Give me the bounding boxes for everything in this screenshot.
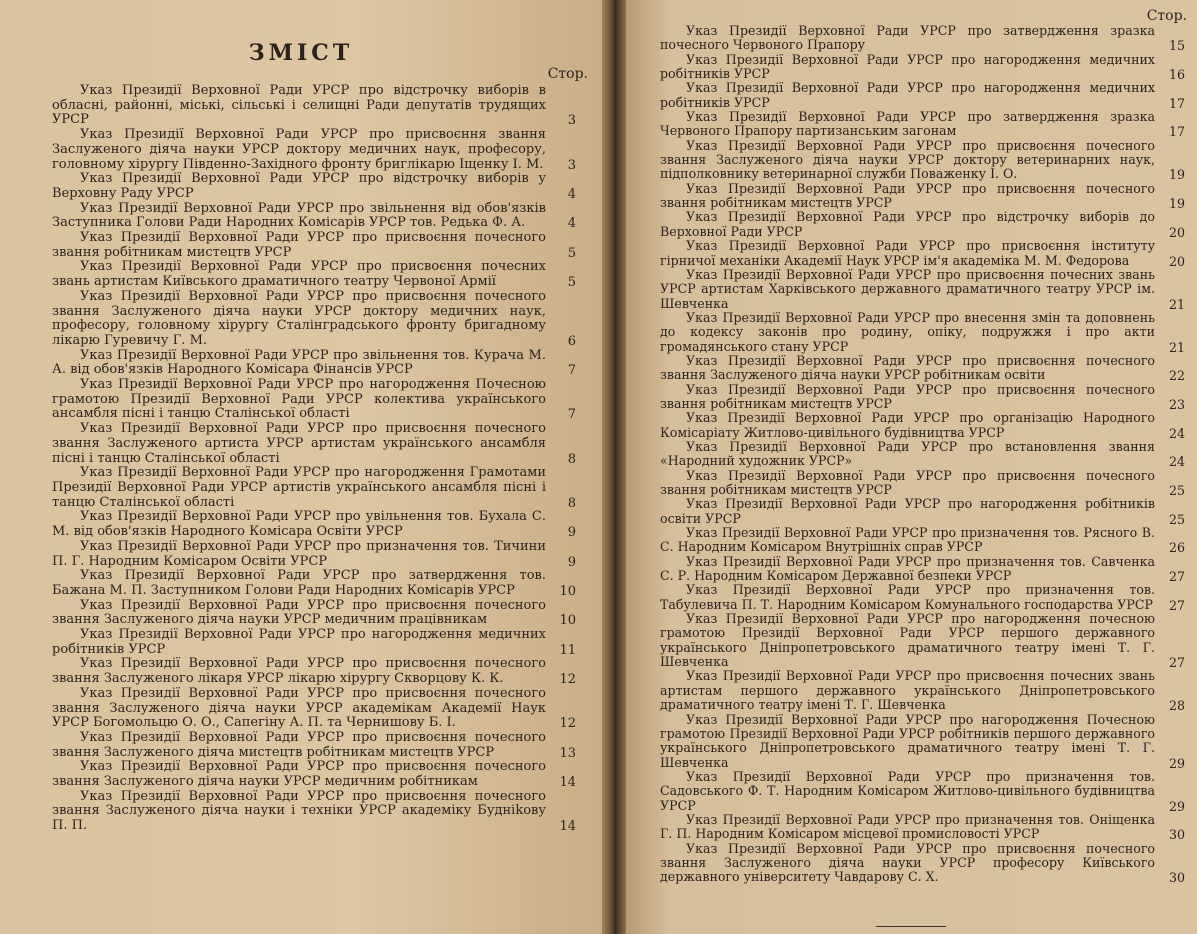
toc-entry-title: Указ Президії Верховної Ради УРСР про призначення тов. Садовського Ф. Т. Народним Комісаром Житлово-цивільного будівництва УРСР — [660, 768, 1155, 813]
toc-entry-page: 6 — [567, 333, 576, 349]
toc-entry — [52, 231, 576, 260]
toc-entry-page: 21 — [1168, 296, 1185, 312]
toc-entry-title: Указ Президії Верховної Ради УРСР про присвоєння почесного звання Заслуженого діяча науки УРСР академікам Академії Наук УРСР Богомольцю О. О., Сапегіну А. П. та Чернишову Б. І. — [52, 685, 546, 731]
end-rule — [876, 926, 946, 927]
toc-entry — [52, 687, 576, 731]
toc-entry-page: 12 — [559, 672, 576, 688]
toc-entry-title: Указ Президії Верховної Ради УРСР про присвоєння почесних звань артистам Київського драматичного театру Червоної Армії — [52, 259, 546, 290]
toc-entry-page: 8 — [567, 451, 576, 467]
toc-entry-page: 5 — [567, 275, 576, 291]
toc-entry — [660, 383, 1185, 412]
toc-entry-title: Указ Президії Верховної Ради УРСР про присвоєння почесного звання Заслуженого діяча науки УРСР доктору ветеринарних наук, підполковнику ветеринарної служби Поваженку І. О. — [660, 137, 1155, 182]
toc-entry-page: 29 — [1168, 798, 1185, 814]
toc-entry-page: 12 — [559, 716, 576, 732]
toc-entry-page: 27 — [1168, 569, 1185, 585]
page-column-label: Стор. — [547, 66, 588, 82]
toc-entry-page: 25 — [1168, 511, 1185, 527]
toc-entry-title: Указ Президії Верховної Ради УРСР про присвоєння почесного звання Заслуженого діяча мистецтв робітникам мистецтв УРСР — [52, 729, 546, 760]
toc-entry — [52, 202, 576, 231]
toc-entry-title: Указ Президії Верховної Ради УРСР про нагородження медичних робітників УРСР — [660, 51, 1155, 82]
toc-entry-page: 22 — [1168, 368, 1185, 384]
toc-entry-title: Указ Президії Верховної Ради УРСР про відстрочку виборів до Верховної Ради УРСР — [660, 209, 1155, 239]
toc-entry — [660, 24, 1185, 53]
toc-entry-page: 3 — [567, 157, 576, 173]
toc-entry — [660, 81, 1185, 110]
toc-entry — [52, 760, 576, 789]
toc-entry-title: Указ Президії Верховної Ради УРСР про присвоєння почесного звання Заслуженого діяча науки і техніки УРСР академіку Будніkову П. П. — [52, 788, 546, 834]
toc-entry — [52, 790, 576, 834]
toc-entry-title: Указ Президії Верховної Ради УРСР про нагородження Грамотами Президії Верховної Ради УРСР артистів українського ансамбля пісні і танцю Сталінської області — [52, 465, 546, 510]
toc-entry-title: Указ Президії Верховної Ради УРСР про призначення тов. Рясного В. С. Народним Комісаром Внутрішніх справ УРСР — [660, 525, 1155, 555]
toc-entry-page: 24 — [1168, 454, 1185, 470]
toc-entry-page: 7 — [567, 363, 576, 379]
toc-entry-title: Указ Президії Верховної Ради УРСР про організацію Народного Комісаріату Житлово-цивільного будівництва УРСР — [660, 410, 1155, 440]
toc-entry-title: Указ Президії Верховної Ради УРСР про затвердження зразка Червоного Прапору партизанським загонам — [660, 109, 1155, 139]
toc-entry — [52, 569, 576, 598]
toc-entry-title: Указ Президії Верховної Ради УРСР про увільнення тов. Бухала С. М. від обов'язків Народного Комісара Освіти УРСР — [52, 509, 546, 540]
toc-entry-page: 19 — [1168, 196, 1185, 212]
toc-entry-title: Указ Президії Верховної Ради УРСР про присвоєння почесних звань артистам першого державного українського Дніпропетровського драматичного театру імені Т. Г. Шевченка — [660, 668, 1155, 713]
toc-entry-page: 11 — [559, 642, 576, 658]
toc-entry — [52, 657, 576, 686]
toc-entry — [660, 110, 1185, 139]
toc-entry-page: 23 — [1168, 396, 1185, 412]
toc-entry-title: Указ Президії Верховної Ради УРСР про затвердження зразка почесного Червоного Прапору — [660, 23, 1155, 53]
toc-entry-page: 29 — [1168, 755, 1185, 771]
toc-entry-title: Указ Президії Верховної Ради УРСР про нагородження робітників освіти УРСР — [660, 496, 1155, 526]
toc-entry-title: Указ Президії Верховної Ради УРСР про встановлення звання «Народний художник УРСР» — [660, 438, 1155, 469]
toc-entry-page: 8 — [567, 495, 576, 511]
toc-entry — [660, 469, 1185, 498]
toc-entry-title: Указ Президії Верховної Ради УРСР про присвоєння почесного звання Заслуженого діяча науки УРСР професору Київського державного університету Чавдарову С. Х. — [660, 840, 1155, 885]
toc-entry-page: 24 — [1168, 425, 1185, 441]
toc-entry-title: Указ Президії Верховної Ради УРСР про присвоєння почесного звання робітникам мистецтв УРСР — [660, 381, 1155, 411]
toc-entry-page: 16 — [1168, 67, 1185, 83]
toc-entry — [52, 466, 576, 510]
toc-entry — [52, 378, 576, 422]
toc-entry-title: Указ Президії Верховної Ради УРСР про присвоєння почесного звання Заслуженого діяча науки УРСР доктору медичних наук, професору, головному хірургу Сталінградського фронту бригадному лікарю Гуревичу Г. М. — [52, 288, 546, 348]
toc-entry-title: Указ Президії Верховної Ради УРСР про нагородження Почесною грамотою Президії Верховної Ради УРСР колектива українського ансамбля пісні і танцю Сталінської області — [52, 377, 546, 422]
toc-entry-page: 30 — [1168, 827, 1185, 843]
toc-entry-title: Указ Президії Верховної Ради УРСР про присвоєння інституту гірничої механіки Академії Наук УРСР ім'я академіка М. М. Федорова — [660, 238, 1155, 268]
toc-entry — [660, 440, 1185, 469]
toc-entry-page: 13 — [559, 745, 576, 761]
toc-entry — [52, 540, 576, 569]
toc-entry — [52, 349, 576, 378]
toc-entry-title: Указ Президії Верховної Ради УРСР про звільнення від обов'язків Заступника Голови Ради Народних Комісарів УРСР тов. Редька Ф. А. — [52, 200, 546, 231]
toc-entry-page: 3 — [567, 113, 576, 129]
toc-entry-page: 27 — [1168, 655, 1185, 671]
toc-list-right — [660, 24, 1185, 885]
right-page — [626, 0, 1197, 934]
toc-entry-page: 26 — [1168, 540, 1185, 556]
toc-entry-title: Указ Президії Верховної Ради УРСР про нагородження почесною грамотою Президії Верховної Ради УРСР першого державного українського Дніпропетровського драматичного театру імені Т. Г. Шевченка — [660, 611, 1155, 670]
toc-entry-page: 15 — [1168, 38, 1185, 54]
toc-entry-title: Указ Президії Верховної Ради УРСР про присвоєння почесного звання робітникам мистецтв УРСР — [660, 180, 1155, 211]
toc-entry-page: 14 — [559, 775, 576, 791]
toc-entry-page: 4 — [567, 216, 576, 232]
toc-entry-page: 9 — [567, 554, 576, 570]
toc-entry-title: Указ Президії Верховної Ради УРСР про призначення тов. Савченка С. Р. Народним Комісаром Державної безпеки УРСР — [660, 553, 1155, 584]
toc-entry-title: Указ Президії Верховної Ради УРСР про нагородження Почесною грамотою Президії Верховної Ради УРСР робітників першого державного українського Дніпропетровського драматичного театру імені Т. Г. Шевченка — [660, 711, 1155, 770]
toc-entry — [52, 599, 576, 628]
toc-entry-title: Указ Президії Верховної Ради УРСР про присвоєння почесного звання робітникам мистецтв УРСР — [52, 230, 546, 260]
toc-entry-title: Указ Президії Верховної Ради УРСР про присвоєння почесних звань УРСР артистам Харківського державного драматичного театру УРСР ім. Шевченка — [660, 266, 1155, 311]
toc-entry — [660, 210, 1185, 239]
toc-entry-page: 20 — [1168, 224, 1185, 240]
toc-entry — [660, 813, 1185, 842]
toc-entry-title: Указ Президії Верховної Ради УРСР про присвоєння почесного звання Заслуженого діяча науки УРСР робітникам освіти — [660, 352, 1155, 383]
toc-entry — [52, 510, 576, 539]
book-gutter — [602, 0, 626, 934]
toc-entry — [660, 583, 1185, 612]
toc-entry-title: Указ Президії Верховної Ради УРСР про присвоєння почесного звання Заслуженого діяча науки УРСР медичним робітникам — [52, 759, 546, 790]
toc-entry — [52, 260, 576, 289]
toc-entry — [660, 669, 1185, 712]
toc-entry — [660, 354, 1185, 383]
toc-entry-title: Указ Президії Верховної Ради УРСР про присвоєння почесного звання Заслуженого діяча науки УРСР медичним працівникам — [52, 597, 546, 628]
toc-entry — [660, 239, 1185, 268]
toc-entry-title: Указ Президії Верховної Ради УРСР про нагородження медичних робітників УРСР — [660, 80, 1155, 110]
toc-entry — [660, 713, 1185, 770]
toc-entry — [660, 526, 1185, 555]
toc-entry — [660, 311, 1185, 354]
toc-entry-title: Указ Президії Верховної Ради УРСР про звільнення тов. Курача М. А. від обов'язків Народного Комісара Фінансів УРСР — [52, 347, 546, 378]
toc-entry-title: Указ Президії Верховної Ради УРСР про призначення тов. Оніщенка Г. П. Народним Комісаром місцевої промисловості УРСР — [660, 811, 1155, 842]
toc-entry-page: 14 — [559, 819, 576, 835]
toc-entry-title: Указ Президії Верховної Ради УРСР про призначення тов. Тичини П. Г. Народним Комісаром Освіти УРСР — [52, 538, 546, 569]
toc-entry-page: 20 — [1168, 253, 1185, 269]
toc-entry-title: Указ Президії Верховної Ради УРСР про присвоєння почесного звання Заслуженого лікаря УРСР лікарю хірургу Скворцову К. К. — [52, 656, 546, 687]
page-column-label: Стор. — [1146, 8, 1187, 24]
page-title: ЗМІСТ — [248, 40, 354, 66]
toc-entry-page: 4 — [567, 186, 576, 202]
toc-entry-page: 17 — [1168, 124, 1185, 140]
toc-entry-page: 19 — [1168, 167, 1185, 183]
toc-entry-page: 9 — [567, 525, 576, 541]
toc-entry — [660, 268, 1185, 311]
toc-entry-title: Указ Президії Верховної Ради УРСР про присвоєння почесного звання робітникам мистецтв УРСР — [660, 467, 1155, 497]
toc-entry — [660, 411, 1185, 440]
toc-entry — [660, 612, 1185, 669]
toc-entry-title: Указ Президії Верховної Ради УРСР про відстрочку виборів у Верховну Раду УРСР — [52, 171, 546, 201]
toc-entry — [660, 182, 1185, 211]
toc-entry — [660, 53, 1185, 82]
toc-entry — [52, 290, 576, 349]
toc-entry — [660, 842, 1185, 885]
toc-entry-title: Указ Президії Верховної Ради УРСР про відстрочку виборів в обласні, районні, міські, сільські і селищні Ради депутатів трудящих УРСР — [52, 83, 546, 128]
toc-entry-title: Указ Президії Верховної Ради УРСР про присвоєння почесного звання Заслуженого артиста УРСР артистам українського ансамбля пісні і танцю Сталінської області — [52, 421, 546, 466]
toc-entry — [52, 172, 576, 201]
toc-entry-title: Указ Президії Верховної Ради УРСР про призначення тов. Табулевича П. Т. Народним Комісаром Комунального господарства УРСР — [660, 582, 1155, 612]
toc-entry-page: 21 — [1168, 339, 1185, 355]
toc-entry-page: 10 — [559, 583, 576, 599]
toc-entry-title: Указ Президії Верховної Ради УРСР про присвоєння звання Заслуженого діяча науки УРСР доктору медичних наук, професору, головному хірургу Південно-Західного фронту бриглікарю Іщенку І. М. — [52, 127, 546, 172]
toc-entry-page: 7 — [567, 407, 576, 423]
toc-entry-page: 10 — [559, 613, 576, 629]
toc-entry-page: 27 — [1168, 597, 1185, 613]
toc-entry — [52, 128, 576, 172]
toc-entry — [52, 731, 576, 760]
toc-list-left — [52, 84, 576, 834]
toc-entry — [52, 628, 576, 657]
toc-entry — [52, 422, 576, 466]
toc-entry-page: 17 — [1168, 95, 1185, 111]
toc-entry — [660, 497, 1185, 526]
toc-entry — [660, 770, 1185, 813]
toc-entry-page: 28 — [1168, 698, 1185, 714]
toc-entry-title: Указ Президії Верховної Ради УРСР про нагородження медичних робітників УРСР — [52, 627, 546, 657]
toc-entry-title: Указ Президії Верховної Ради УРСР про внесення змін та доповнень до кодексу законів про родину, опіку, подружжя і про акти громадянського стану УРСР — [660, 309, 1155, 354]
toc-entry — [660, 555, 1185, 584]
toc-entry-page: 5 — [567, 245, 576, 261]
toc-entry — [52, 84, 576, 128]
toc-entry-title: Указ Президії Верховної Ради УРСР про затвердження тов. Бажана М. П. Заступником Голови Ради Народних Комісарів УРСР — [52, 568, 546, 598]
toc-entry-page: 30 — [1168, 870, 1185, 886]
toc-entry — [660, 139, 1185, 182]
toc-entry-page: 25 — [1168, 483, 1185, 498]
